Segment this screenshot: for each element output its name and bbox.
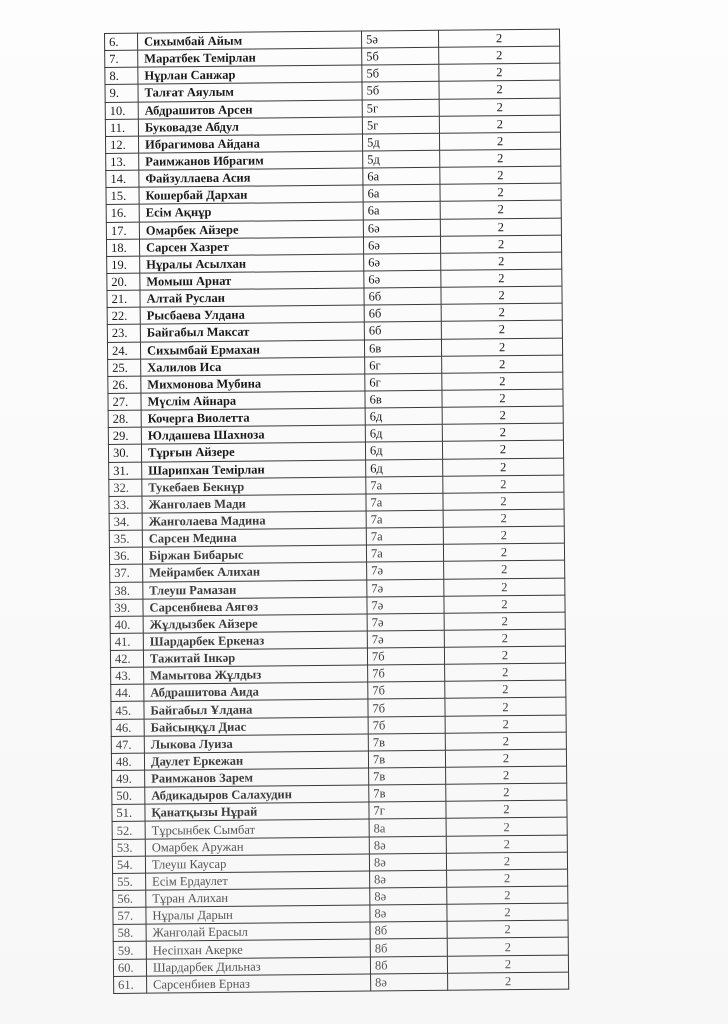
class-label: 6д — [365, 442, 442, 460]
grade-value: 2 — [442, 423, 563, 441]
row-number: 30. — [108, 445, 141, 462]
student-name: Есім Ақнұр — [139, 202, 363, 221]
row-number: 37. — [110, 565, 143, 582]
row-number: 45. — [111, 702, 144, 719]
row-number: 50. — [112, 787, 145, 804]
student-name: Жанголай Ерасыл — [146, 922, 370, 941]
grade-value: 2 — [441, 252, 562, 270]
grade-value: 2 — [439, 81, 560, 99]
student-name: Омарбек Айзере — [139, 220, 363, 239]
row-number: 24. — [107, 342, 140, 359]
student-name: Абдрашитов Арсен — [138, 100, 362, 119]
class-label: 7а — [366, 476, 443, 494]
student-name: Тұрғын Айзере — [141, 442, 365, 461]
row-number: 43. — [111, 667, 144, 684]
student-name: Сарсен Медина — [142, 528, 366, 547]
student-name: Шарипхан Темірлан — [142, 460, 366, 479]
grade-value: 2 — [443, 543, 564, 561]
grade-value: 2 — [443, 458, 564, 476]
student-name: Михмонова Мубина — [141, 374, 365, 393]
grade-value: 2 — [446, 783, 567, 801]
grade-value: 2 — [441, 321, 562, 339]
grade-value: 2 — [446, 766, 567, 784]
grade-value: 2 — [447, 869, 568, 887]
student-name: Файзуллаева Асия — [139, 168, 363, 187]
class-label: 6ә — [364, 270, 441, 288]
student-name: Мейрамбек Алихан — [143, 562, 367, 581]
class-label: 7в — [368, 733, 445, 751]
grade-value: 2 — [446, 818, 567, 836]
row-number: 16. — [106, 205, 139, 222]
grade-value: 2 — [440, 201, 561, 219]
grade-value: 2 — [441, 338, 562, 356]
class-label: 5г — [362, 116, 439, 134]
grade-value: 2 — [440, 166, 561, 184]
class-label: 6а — [363, 185, 440, 203]
row-number: 14. — [106, 170, 139, 187]
grade-value: 2 — [443, 475, 564, 493]
class-label: 7ә — [367, 630, 444, 648]
class-label: 7б — [368, 682, 445, 700]
class-label: 6д — [366, 459, 443, 477]
row-number: 21. — [107, 290, 140, 307]
grade-value: 2 — [444, 560, 565, 578]
grade-value: 2 — [439, 115, 560, 133]
row-number: 9. — [105, 85, 138, 102]
class-label: 7ә — [367, 579, 444, 597]
grade-value: 2 — [439, 63, 560, 81]
row-number: 32. — [109, 479, 142, 496]
row-number: 7. — [105, 50, 138, 67]
grade-value: 2 — [445, 663, 566, 681]
class-label: 8ә — [370, 904, 447, 922]
student-name: Мүслім Айнара — [141, 391, 365, 410]
row-number: 19. — [107, 256, 140, 273]
student-name: Абдикадыров Салахудин — [145, 785, 369, 804]
grade-value: 2 — [442, 440, 563, 458]
class-label: 7б — [368, 699, 445, 717]
student-name: Кошербай Дархан — [139, 185, 363, 204]
class-label: 7а — [366, 527, 443, 545]
class-label: 8б — [370, 922, 447, 940]
grade-value: 2 — [448, 972, 569, 990]
row-number: 56. — [113, 890, 146, 907]
class-label: 8ә — [370, 887, 447, 905]
class-label: 5д — [363, 150, 440, 168]
row-number: 59. — [113, 942, 146, 959]
student-name: Халилов Иса — [141, 357, 365, 376]
class-label: 6б — [364, 305, 441, 323]
student-name: Омарбек Аружан — [145, 837, 369, 856]
class-label: 5б — [362, 82, 439, 100]
student-name: Лыкова Луиза — [144, 734, 368, 753]
student-name: Тлеуш Рамазан — [143, 580, 367, 599]
class-label: 6а — [363, 167, 440, 185]
class-label: 7а — [366, 510, 443, 528]
student-name: Тұрсынбек Сымбат — [145, 819, 369, 838]
class-label: 7ә — [367, 562, 444, 580]
row-number: 17. — [106, 222, 139, 239]
class-label: 6г — [365, 373, 442, 391]
row-number: 54. — [112, 856, 145, 873]
class-label: 7б — [368, 664, 445, 682]
grade-value: 2 — [445, 680, 566, 698]
grade-value: 2 — [442, 406, 563, 424]
class-label: 8а — [369, 819, 446, 837]
student-name: Тлеуш Каусар — [145, 854, 369, 873]
row-number: 44. — [111, 684, 144, 701]
row-number: 18. — [106, 239, 139, 256]
student-name: Кочерга Виолетта — [141, 408, 365, 427]
student-name: Жанголаев Мади — [142, 494, 366, 513]
row-number: 31. — [109, 462, 142, 479]
row-number: 46. — [111, 719, 144, 736]
class-label: 6ә — [363, 236, 440, 254]
grade-value: 2 — [446, 835, 567, 853]
row-number: 23. — [107, 325, 140, 342]
student-name: Раимжанов Ибрагим — [139, 151, 363, 170]
student-name: Жұлдызбек Айзере — [143, 614, 367, 633]
class-label: 7ә — [367, 613, 444, 631]
student-name: Байсыңқұл Диас — [144, 717, 368, 736]
row-number: 42. — [110, 650, 143, 667]
grade-value: 2 — [440, 183, 561, 201]
class-label: 6г — [365, 356, 442, 374]
class-label: 8ә — [369, 836, 446, 854]
grade-value: 2 — [443, 509, 564, 527]
grade-value: 2 — [440, 218, 561, 236]
grade-value: 2 — [439, 98, 560, 116]
row-number: 36. — [109, 547, 142, 564]
class-label: 6д — [365, 407, 442, 425]
row-number: 20. — [107, 273, 140, 290]
student-name: Шардарбек Еркеназ — [143, 631, 367, 650]
class-label: 7в — [368, 750, 445, 768]
grade-value: 2 — [441, 269, 562, 287]
class-label: 8б — [370, 939, 447, 957]
grade-value: 2 — [444, 612, 565, 630]
grade-value: 2 — [440, 235, 561, 253]
class-label: 8ә — [370, 870, 447, 888]
student-name: Ибрагимова Айдана — [138, 134, 362, 153]
class-label: 7а — [366, 493, 443, 511]
row-number: 48. — [111, 753, 144, 770]
class-label: 5ә — [361, 30, 438, 48]
grade-value: 2 — [447, 903, 568, 921]
student-name: Тажитай Інкәр — [143, 648, 367, 667]
row-number: 60. — [113, 959, 146, 976]
grade-value: 2 — [446, 852, 567, 870]
student-name: Сарсен Хазрет — [139, 237, 363, 256]
student-name: Тұран Алихан — [146, 888, 370, 907]
grade-value: 2 — [444, 578, 565, 596]
row-number: 13. — [106, 153, 139, 170]
grade-value: 2 — [444, 646, 565, 664]
student-name: Талғат Аяулым — [138, 82, 362, 101]
row-number: 11. — [105, 119, 138, 136]
class-label: 6б — [364, 287, 441, 305]
row-number: 6. — [105, 33, 138, 50]
grade-value: 2 — [440, 149, 561, 167]
grade-value: 2 — [442, 355, 563, 373]
row-number: 26. — [108, 376, 141, 393]
class-label: 7а — [366, 544, 443, 562]
grade-value: 2 — [446, 800, 567, 818]
row-number: 58. — [113, 924, 146, 941]
student-name: Раимжанов Зарем — [145, 768, 369, 787]
grade-value: 2 — [441, 286, 562, 304]
grade-value: 2 — [439, 46, 560, 64]
grade-value: 2 — [443, 492, 564, 510]
student-name: Юлдашева Шахноза — [141, 425, 365, 444]
grade-value: 2 — [442, 389, 563, 407]
row-number: 35. — [109, 530, 142, 547]
class-label: 6д — [365, 425, 442, 443]
student-name: Жанголаева Мадина — [142, 511, 366, 530]
student-name: Даулет Еркежан — [144, 751, 368, 770]
student-name: Нұралы Дарын — [146, 905, 370, 924]
grade-value: 2 — [445, 732, 566, 750]
class-label: 6а — [363, 202, 440, 220]
row-number: 29. — [108, 427, 141, 444]
grade-value: 2 — [445, 749, 566, 767]
grade-value: 2 — [447, 938, 568, 956]
row-number: 47. — [111, 736, 144, 753]
student-name: Мамытова Жұлдыз — [144, 665, 368, 684]
class-label: 8б — [370, 956, 447, 974]
class-label: 7б — [368, 716, 445, 734]
row-number: 41. — [110, 633, 143, 650]
row-number: 53. — [112, 839, 145, 856]
class-label: 8ә — [371, 973, 448, 991]
row-number: 57. — [113, 907, 146, 924]
row-number: 55. — [113, 873, 146, 890]
grade-value: 2 — [447, 955, 568, 973]
grade-value: 2 — [443, 526, 564, 544]
student-name: Момыш Арнат — [140, 271, 364, 290]
class-label: 5г — [362, 99, 439, 117]
row-number: 10. — [105, 102, 138, 119]
grade-value: 2 — [441, 303, 562, 321]
student-name: Сихымбай Айым — [138, 31, 362, 50]
row-number: 25. — [108, 359, 141, 376]
grade-value: 2 — [445, 698, 566, 716]
student-name: Буковадзе Абдул — [138, 117, 362, 136]
class-label: 6ә — [364, 253, 441, 271]
row-number: 15. — [106, 187, 139, 204]
row-number: 61. — [114, 976, 147, 993]
student-name: Рысбаева Улдана — [140, 305, 364, 324]
row-number: 28. — [108, 410, 141, 427]
class-label: 5б — [362, 47, 439, 65]
class-label: 7в — [369, 767, 446, 785]
student-name: Алтай Руслан — [140, 288, 364, 307]
student-name: Қанатқызы Нұрай — [145, 802, 369, 821]
row-number: 52. — [112, 822, 145, 839]
student-name: Шардарбек Дильназ — [146, 957, 370, 976]
student-name: Нұрлан Санжар — [138, 65, 362, 84]
row-number: 8. — [105, 67, 138, 84]
row-number: 51. — [112, 804, 145, 821]
student-name: Сарсенбиев Ерназ — [147, 974, 371, 993]
table-body — [105, 29, 569, 993]
class-label: 6в — [364, 339, 441, 357]
grade-value: 2 — [447, 886, 568, 904]
student-name: Есім Ердаулет — [146, 871, 370, 890]
grade-value: 2 — [445, 715, 566, 733]
class-label: 6ә — [363, 219, 440, 237]
row-number: 27. — [108, 393, 141, 410]
student-name: Біржан Бибарыс — [142, 545, 366, 564]
student-name: Сихымбай Ермахан — [140, 340, 364, 359]
class-label: 6в — [365, 390, 442, 408]
student-name: Маратбек Темірлан — [138, 48, 362, 67]
row-number: 39. — [110, 599, 143, 616]
class-label: 7в — [369, 784, 446, 802]
row-number: 12. — [105, 136, 138, 153]
student-name: Тукебаев Бекнұр — [142, 477, 366, 496]
row-number: 40. — [110, 616, 143, 633]
class-label: 7г — [369, 802, 446, 820]
row-number: 34. — [109, 513, 142, 530]
grade-value: 2 — [447, 920, 568, 938]
class-label: 7ә — [367, 596, 444, 614]
student-name: Абдрашитова Аида — [144, 682, 368, 701]
student-name: Сарсенбиева Аягөз — [143, 597, 367, 616]
grade-value: 2 — [438, 29, 559, 47]
student-name: Несіпхан Акерке — [146, 939, 370, 958]
class-label: 5б — [362, 65, 439, 83]
grade-value: 2 — [444, 629, 565, 647]
class-label: 5д — [362, 133, 439, 151]
row-number: 33. — [109, 496, 142, 513]
grade-value: 2 — [442, 372, 563, 390]
class-label: 7б — [367, 647, 444, 665]
class-label: 8ә — [369, 853, 446, 871]
grade-value: 2 — [439, 132, 560, 150]
grade-value: 2 — [444, 595, 565, 613]
row-number: 49. — [112, 770, 145, 787]
table-row — [114, 972, 569, 994]
row-number: 22. — [107, 307, 140, 324]
student-name: Байгабыл Максат — [140, 322, 364, 341]
row-number: 38. — [110, 582, 143, 599]
student-name: Нұралы Асылхан — [140, 254, 364, 273]
class-label: 6б — [364, 322, 441, 340]
student-grade-table — [104, 29, 569, 994]
student-name: Байгабыл Ұлдана — [144, 699, 368, 718]
